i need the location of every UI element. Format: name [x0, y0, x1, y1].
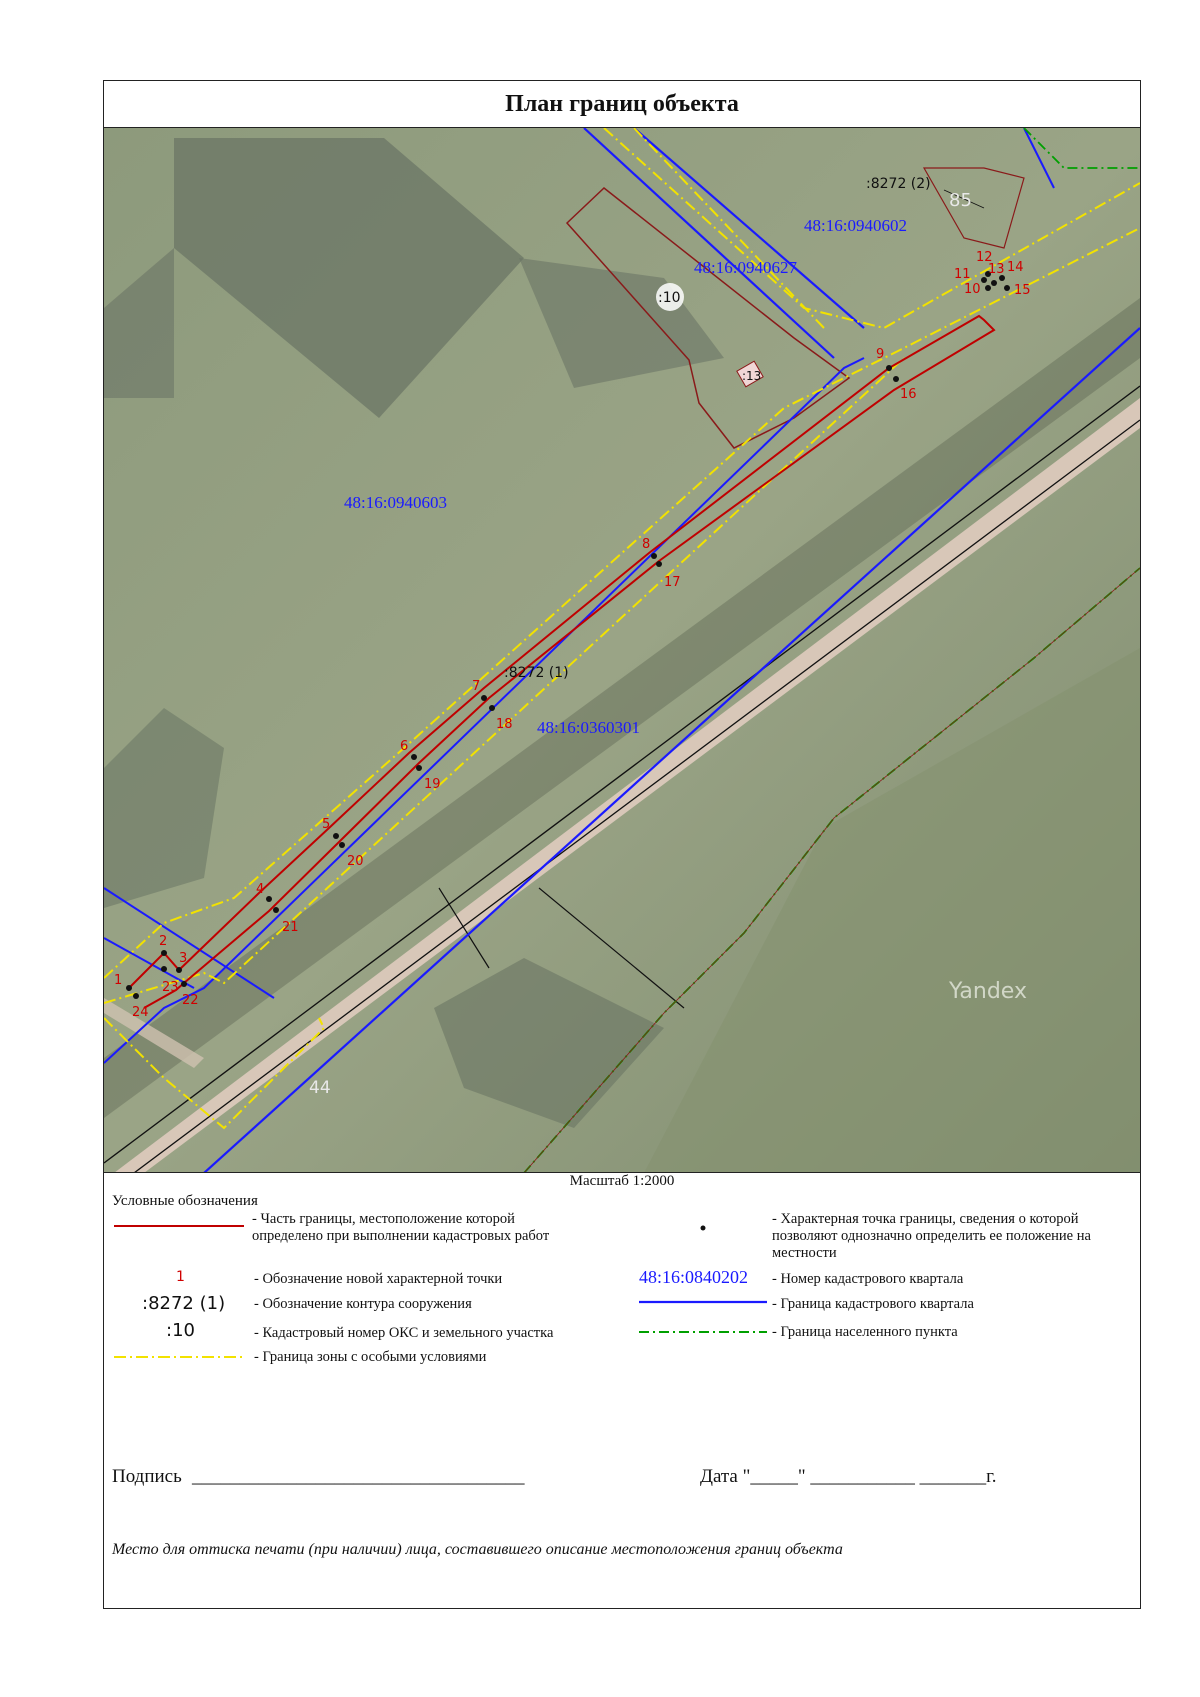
stamp-note: Место для оттиска печати (при наличии) лица, составившего описание местоположения границ объекта — [112, 1541, 843, 1558]
point-6-dot — [411, 754, 417, 760]
point-24-dot — [133, 993, 139, 999]
point-label-20: 20 — [347, 854, 364, 869]
point-label-1: 1 — [114, 973, 123, 988]
structure-label-1: :8272 (1) — [504, 665, 569, 681]
point-label-8: 8 — [642, 537, 651, 552]
point-4-dot — [266, 896, 272, 902]
quarter-label-0940602: 48:16:0940602 — [804, 216, 907, 235]
legend-new-point-sample: 1 — [176, 1269, 185, 1285]
point-2-dot — [161, 950, 167, 956]
point-label-13: 13 — [988, 262, 1005, 277]
quarter-label-0940603: 48:16:0940603 — [344, 493, 447, 512]
legend-oks-text: - Кадастровый номер ОКС и земельного участка — [254, 1325, 554, 1341]
point-label-23: 23 — [162, 980, 179, 995]
legend-quarter-boundary-text: - Граница кадастрового квартала — [772, 1296, 974, 1312]
point-15-dot — [1004, 285, 1010, 291]
legend-quarter-sample: 48:16:0840202 — [639, 1267, 749, 1287]
point-label-14: 14 — [1007, 260, 1024, 275]
legend-red-line-symbol — [114, 1223, 244, 1229]
legend-structure-text: - Обозначение контура сооружения — [254, 1296, 472, 1312]
point-20-dot — [339, 842, 345, 848]
legend-new-point-text: - Обозначение новой характерной точки — [254, 1271, 503, 1287]
quarter-label-0360301: 48:16:0360301 — [537, 718, 640, 737]
legend-title: Условные обозначения — [112, 1193, 258, 1209]
date-field: Дата "_____" ___________ _______г. — [700, 1466, 997, 1487]
point-label-4: 4 — [256, 882, 265, 897]
point-label-21: 21 — [282, 920, 299, 935]
title-bar — [104, 81, 1140, 128]
point-9-dot — [886, 365, 892, 371]
point-3-dot — [176, 967, 182, 973]
point-17-dot — [656, 561, 662, 567]
legend-structure-sample: :8272 (1) — [142, 1293, 226, 1314]
legend-quarter-boundary-symbol — [639, 1299, 767, 1305]
point-label-2: 2 — [159, 934, 168, 949]
point-label-18: 18 — [496, 717, 513, 732]
point-label-12: 12 — [976, 250, 993, 265]
point-label-7: 7 — [472, 679, 481, 694]
point-label-15: 15 — [1014, 283, 1031, 298]
point-22-dot — [181, 981, 187, 987]
document-frame — [103, 80, 1141, 1609]
legend-red-line-text: - Часть границы, местоположение которой определено при выполнении кадастровых работ — [252, 1211, 550, 1244]
point-13-dot — [991, 280, 997, 286]
map-area — [104, 128, 1140, 1173]
point-18-dot — [489, 705, 495, 711]
map-svg — [104, 128, 1140, 1173]
signature-line: ___________________________________ — [192, 1466, 525, 1487]
legend-zone-text: - Граница зоны с особыми условиями — [254, 1349, 487, 1365]
point-label-9: 9 — [876, 347, 885, 362]
legend-black-dot-symbol — [699, 1224, 707, 1232]
point-10-dot — [985, 285, 991, 291]
structure-label-2: :8272 (2) — [866, 176, 931, 192]
legend-black-dot-text: - Характерная точка границы, сведения о которой позволяют однозначно определить ее положение на местности — [772, 1211, 1091, 1261]
legend-settlement-text: - Граница населенного пункта — [772, 1324, 958, 1340]
point-21-dot — [273, 907, 279, 913]
point-7-dot — [481, 695, 487, 701]
point-23-dot — [161, 966, 167, 972]
point-label-11: 11 — [954, 267, 971, 282]
point-8-dot — [651, 553, 657, 559]
point-label-3: 3 — [179, 951, 188, 966]
page-title: План границ объекта — [505, 90, 739, 117]
point-1-dot — [126, 985, 132, 991]
legend-oks-sample: :10 — [166, 1320, 195, 1341]
parcel-label-13: :13 — [742, 369, 762, 383]
point-label-24: 24 — [132, 1005, 149, 1020]
signature-label: Подпись — [112, 1466, 182, 1487]
point-label-16: 16 — [900, 387, 917, 402]
point-label-22: 22 — [182, 993, 199, 1008]
quarter-label-0940627: 48:16:0940627 — [694, 258, 797, 277]
point-label-5: 5 — [322, 817, 331, 832]
house-number-44: 44 — [309, 1078, 331, 1098]
point-label-6: 6 — [400, 739, 409, 754]
parcel-label-10: :10 — [658, 290, 681, 306]
legend-quarter-number-text: - Номер кадастрового квартала — [772, 1271, 964, 1287]
point-label-10: 10 — [964, 282, 981, 297]
point-5-dot — [333, 833, 339, 839]
point-11-dot — [981, 277, 987, 283]
yandex-watermark: Yandex — [949, 979, 1027, 1004]
legend-zone-symbol — [114, 1354, 244, 1360]
point-16-dot — [893, 376, 899, 382]
legend-settlement-symbol — [639, 1329, 767, 1335]
point-label-17: 17 — [664, 575, 681, 590]
map-scale: Масштаб 1:2000 — [569, 1173, 675, 1189]
point-19-dot — [416, 765, 422, 771]
house-number-85: 85 — [949, 190, 972, 211]
point-label-19: 19 — [424, 777, 441, 792]
